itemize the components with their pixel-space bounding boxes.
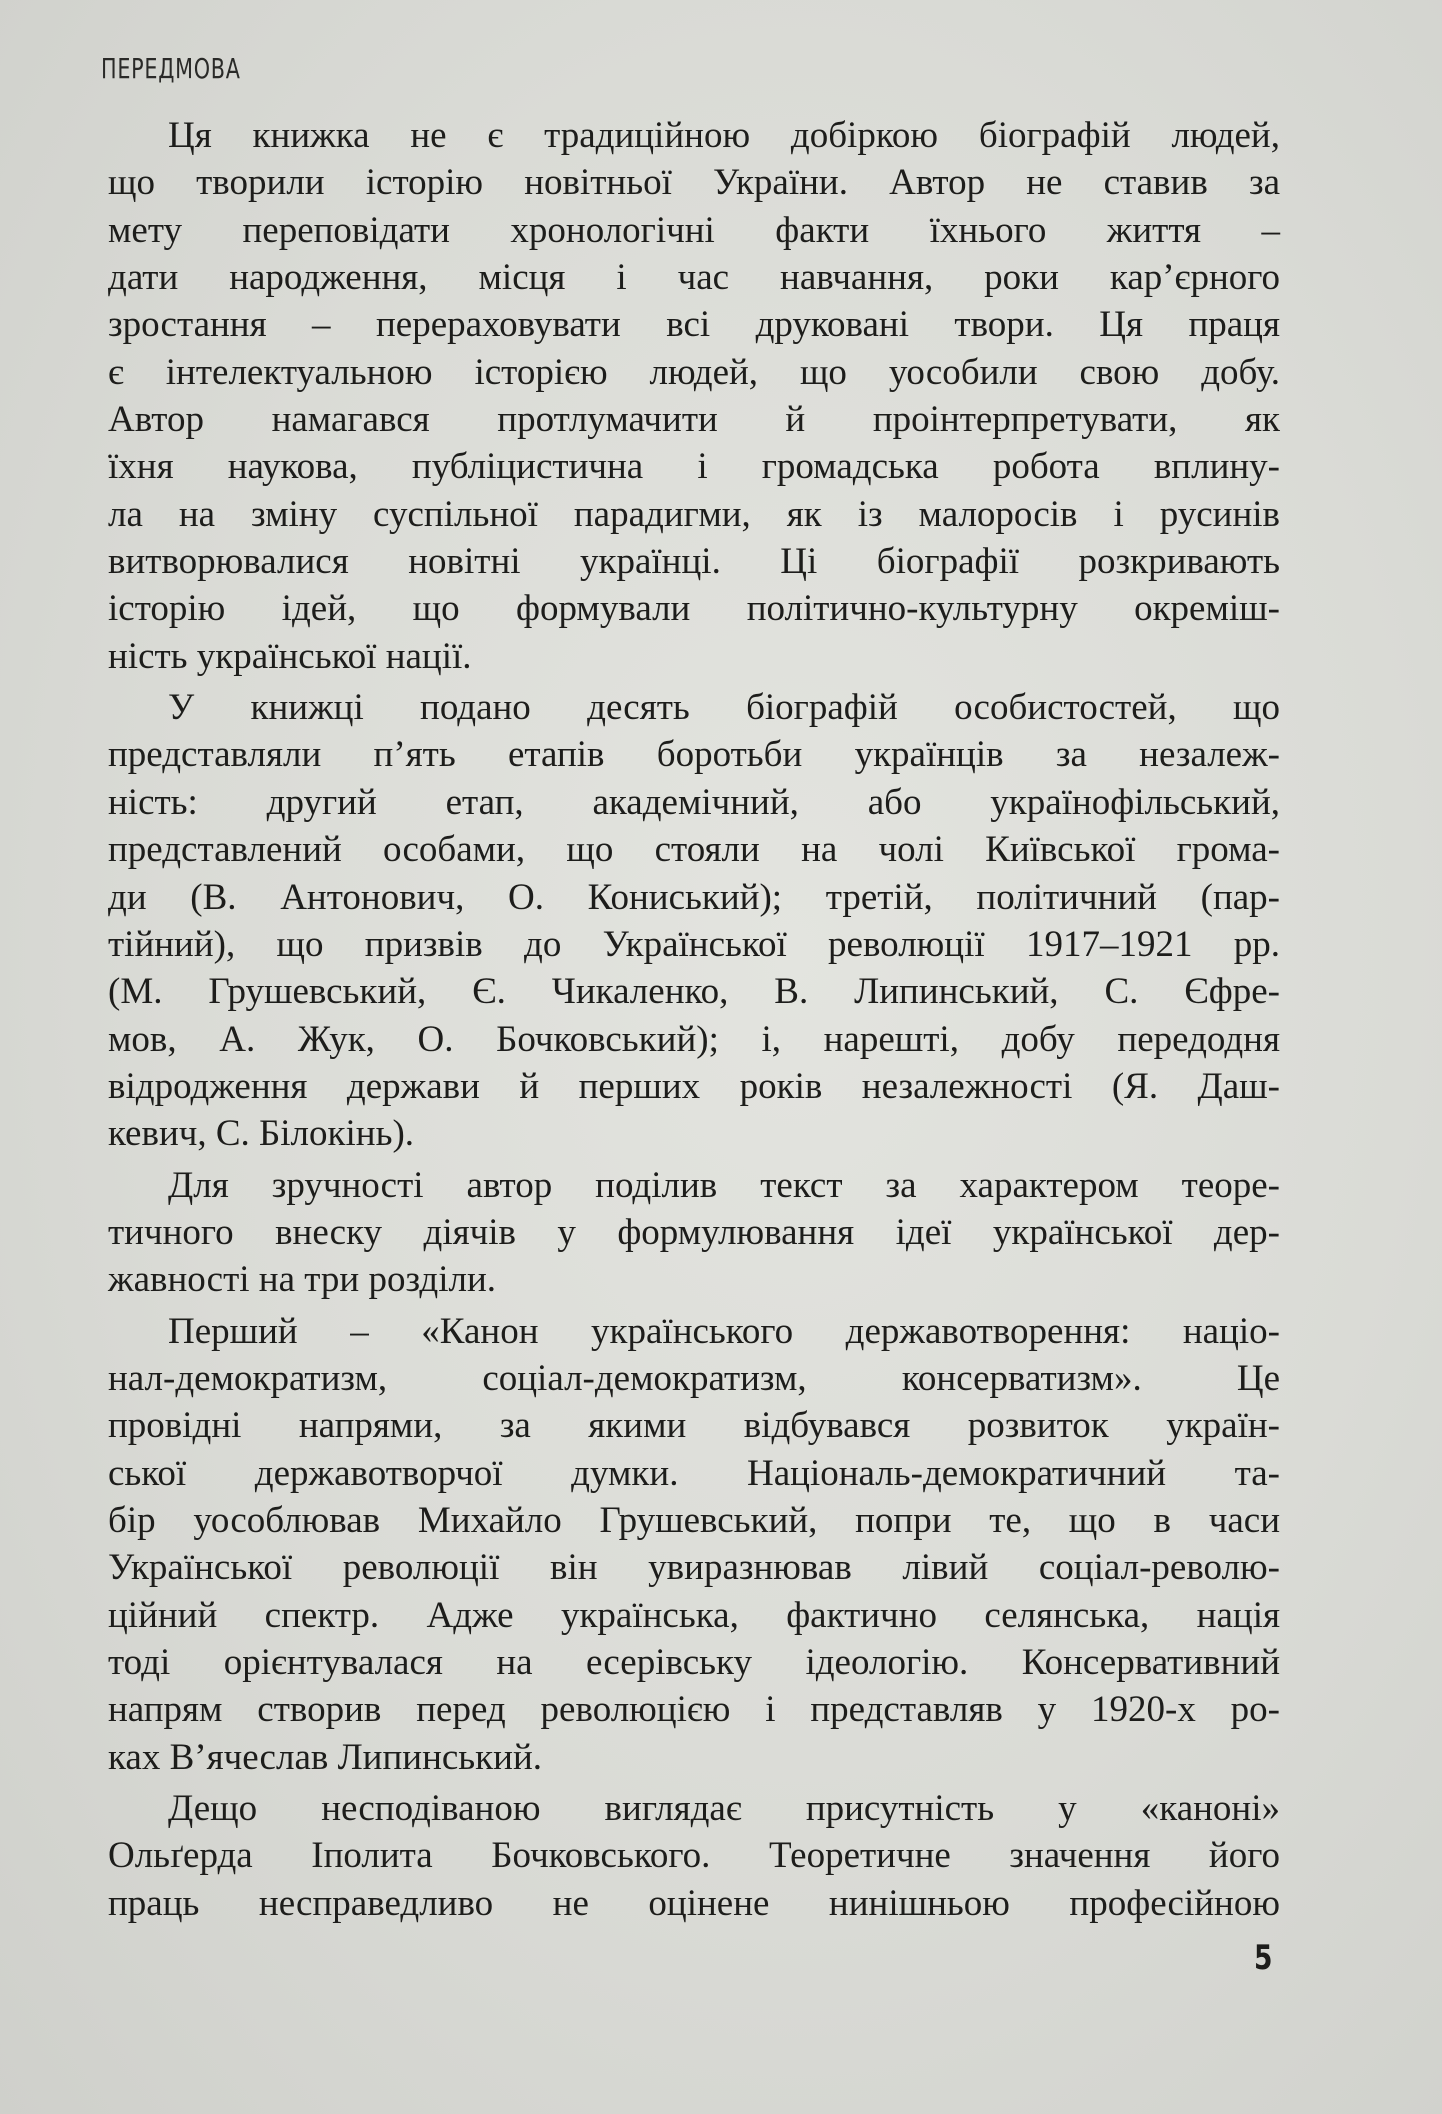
text-line: ках В’ячеслав Липинський. <box>108 1736 543 1778</box>
text-line: ність: другий етап, академічний, або українофільський, <box>108 781 1280 823</box>
text-line: ність української нації. <box>108 635 472 677</box>
paragraph <box>108 684 1280 1157</box>
text-line: Для зручності автор поділив текст за характером теоре- <box>168 1164 1280 1206</box>
text-line: бір уособлював Михайло Грушевський, попри те, що в часи <box>108 1499 1280 1541</box>
paragraph <box>108 112 1280 680</box>
text-line: Ольґерда Іполита Бочковського. Теоретичне значення його <box>108 1835 1280 1877</box>
text-line: тичного внеску діячів у формулювання ідеї української дер- <box>108 1211 1280 1253</box>
text-line: ди (В. Антонович, О. Кониський); третій, політичний (пар- <box>108 876 1280 918</box>
text-line: Дещо несподіваною виглядає присутність у «каноні» <box>168 1788 1280 1830</box>
text-line: ської державотворчої думки. Національ-демократичний та- <box>108 1452 1280 1494</box>
text-line: Перший – «Канон українського державотворення: націо- <box>168 1310 1280 1352</box>
text-line: напрям створив перед революцією і представляв у 1920-х ро- <box>108 1689 1280 1731</box>
text-line: Української революції він увиразнював лівий соціал-револю- <box>108 1547 1280 1589</box>
text-line: мов, А. Жук, О. Бочковський); і, нарешті, добу передодня <box>108 1018 1280 1060</box>
text-line: витворювалися новітні українці. Ці біографії розкривають <box>108 541 1280 583</box>
text-line: їхня наукова, публіцистична і громадська робота вплину- <box>108 446 1280 488</box>
text-line: представлений особами, що стояли на чолі Київської грома- <box>108 829 1280 871</box>
text-line: праць несправедливо не оцінене нинішньою професійною <box>108 1882 1280 1924</box>
text-line: відродження держави й перших років незалежності (Я. Даш- <box>108 1065 1280 1107</box>
text-line: Автор намагався протлумачити й проінтерпретувати, як <box>108 399 1280 441</box>
paragraph <box>108 1162 1280 1304</box>
text-line: У книжці подано десять біографій особистостей, що <box>168 687 1280 729</box>
text-line: дати народження, місця і час навчання, роки кар’єрного <box>108 257 1280 299</box>
text-line: жавності на три розділи. <box>108 1259 497 1301</box>
page-number: 5 <box>1254 1938 1273 1978</box>
text-line: кевич, С. Білокінь). <box>108 1113 415 1155</box>
text-line: Ця книжка не є традиційною добіркою біографій людей, <box>168 115 1280 156</box>
text-line: ла на зміну суспільної парадигми, як із малоросів і русинів <box>108 493 1280 535</box>
body-text <box>108 112 1280 1931</box>
text-line: (М. Грушевський, Є. Чикаленко, В. Липинський, С. Єфре- <box>108 971 1280 1013</box>
text-line: тійний), що призвів до Української революції 1917–1921 рр. <box>108 923 1280 965</box>
text-line: ційний спектр. Адже українська, фактично селянська, нація <box>108 1594 1280 1636</box>
text-line: що творили історію новітньої України. Автор не ставив за <box>108 162 1280 204</box>
text-line: провідні напрями, за якими відбувався розвиток україн- <box>108 1405 1280 1447</box>
text-line: представляли п’ять етапів боротьби українців за незалеж- <box>108 734 1280 776</box>
text-line: історію ідей, що формували політично-культурну окреміш- <box>108 588 1280 630</box>
paragraph <box>108 1308 1280 1781</box>
running-head: ПЕРЕДМОВА <box>101 52 241 85</box>
text-line: тоді орієнтувалася на есерівську ідеологію. Консервативний <box>108 1642 1280 1683</box>
text-line: нал-демократизм, соціал-демократизм, консерватизм». Це <box>108 1357 1280 1399</box>
paragraph <box>108 1785 1280 1927</box>
text-line: мету переповідати хронологічні факти їхнього життя – <box>108 209 1280 251</box>
text-line: зростання – перераховувати всі друковані твори. Ця праця <box>108 304 1280 346</box>
text-line: є інтелектуальною історією людей, що уособили свою добу. <box>108 351 1280 393</box>
